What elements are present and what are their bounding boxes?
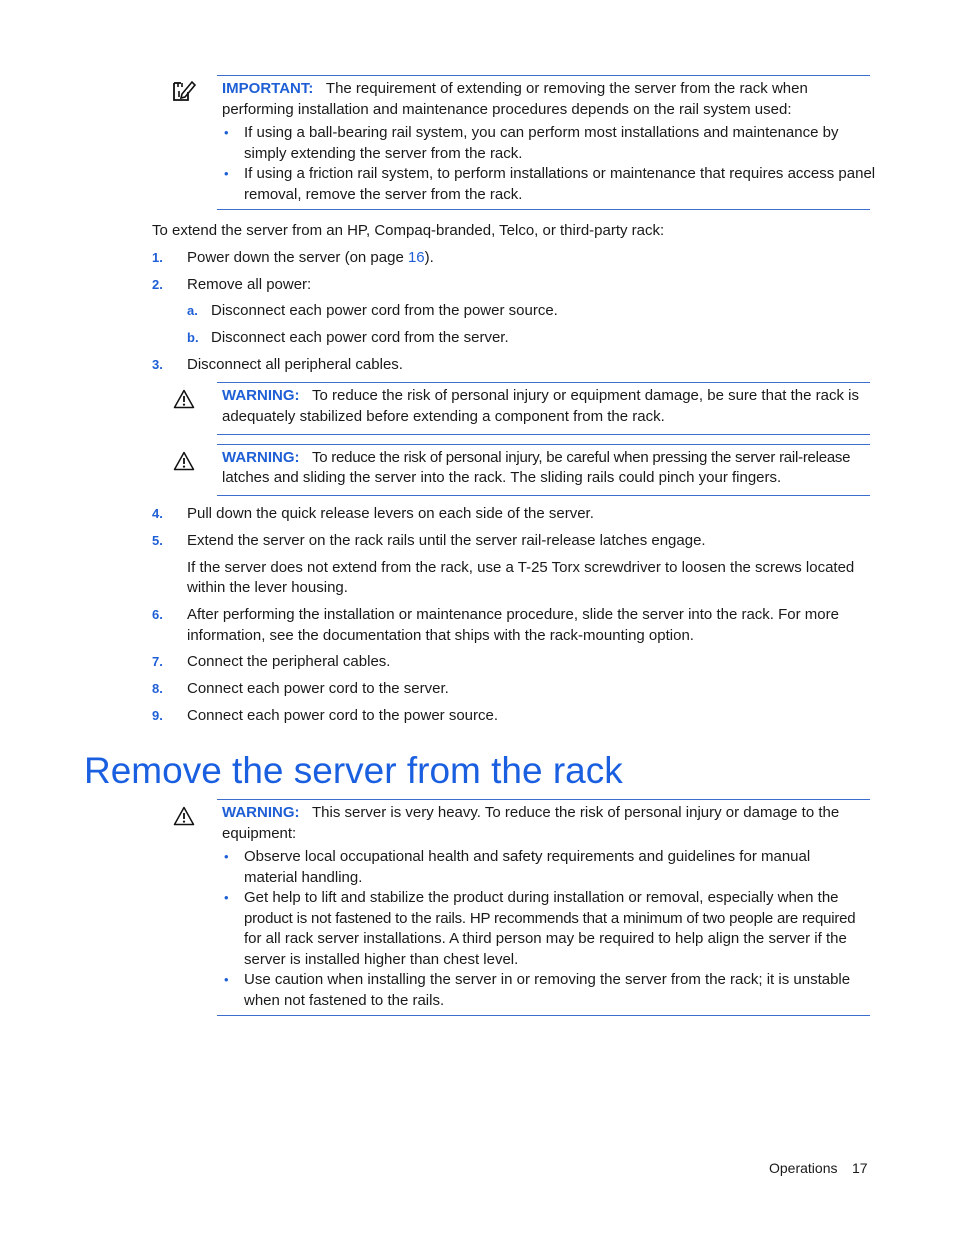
important-bullet-1-line-2: simply extending the server from the rack. [244, 145, 523, 162]
step-number: 5. [152, 533, 163, 548]
important-bullet-2-line-1: If using a friction rail system, to perform installations or maintenance that requires access panel [244, 165, 876, 182]
warning-triangle-icon [173, 389, 195, 409]
warning-1-label: WARNING: [222, 387, 300, 404]
bullet-dot: • [224, 890, 229, 905]
important-label: IMPORTANT: [222, 80, 314, 97]
important-bullet-1-line-1: If using a ball-bearing rail system, you can perform most installations and maintenance by [244, 124, 839, 141]
warning-triangle-icon [173, 806, 195, 826]
step-1-text-end: ). [424, 249, 434, 266]
bullet-dot: • [224, 972, 229, 987]
step-8: Connect each power cord to the server. [187, 680, 449, 697]
page-link[interactable]: 16 [407, 249, 425, 266]
warning-2-line-2: latches and sliding the server into the rack. The sliding rails could pinch your fingers. [222, 469, 782, 486]
step-number: 3. [152, 357, 163, 372]
warning-3-bullet-2-line-1: Get help to lift and stabilize the product during installation or removal, especially when the [244, 889, 839, 906]
step-5: Extend the server on the rack rails until the server rail-release latches engage. [187, 532, 706, 549]
bullet-dot: • [224, 125, 229, 140]
warning-1-line-2: adequately stabilized before extending a component from the rack. [222, 408, 665, 425]
section-title: Remove the server from the rack [84, 750, 623, 791]
step-5-note-line-2: within the lever housing. [187, 579, 348, 596]
important-bottom-rule [217, 209, 870, 210]
bullet-dot: • [224, 166, 229, 181]
step-2: Remove all power: [187, 276, 312, 293]
important-text-1: The requirement of extending or removing the server from the rack when [325, 80, 808, 97]
step-6-line-1: After performing the installation or maintenance procedure, slide the server into the rack. For more [187, 606, 839, 623]
warning-3-bullet-3-line-1: Use caution when installing the server in or removing the server from the rack; it is unstable [244, 971, 851, 988]
warning-triangle-icon [173, 451, 195, 471]
important-line-2: performing installation and maintenance procedures depends on the rail system used: [222, 101, 792, 118]
warning-3-text-1: This server is very heavy. To reduce the risk of personal injury or damage to the [312, 804, 840, 821]
warning-1-text-1: To reduce the risk of personal injury or equipment damage, be sure that the rack is [312, 387, 859, 404]
substep-letter: a. [187, 303, 198, 318]
step-6-line-2: information, see the documentation that ships with the rack-mounting option. [187, 627, 694, 644]
step-2b: Disconnect each power cord from the server. [211, 329, 509, 346]
important-line-1 [222, 79, 808, 99]
warning-3-line-2: equipment: [222, 825, 297, 842]
step-number: 9. [152, 708, 163, 723]
important-note-icon [171, 79, 197, 103]
intro-text: To extend the server from an HP, Compaq-branded, Telco, or third-party rack: [152, 222, 665, 239]
step-number: 6. [152, 607, 163, 622]
warning-1-bottom-rule [217, 434, 870, 435]
step-4: Pull down the quick release levers on each side of the server. [187, 505, 594, 522]
step-1-text: Power down the server (on page [187, 249, 408, 266]
step-3: Disconnect all peripheral cables. [187, 356, 403, 373]
substep-letter: b. [187, 330, 199, 345]
warning-3-bottom-rule [217, 1015, 870, 1016]
warning-1-line-1 [222, 386, 859, 406]
warning-1-top-rule [217, 382, 870, 383]
step-7: Connect the peripheral cables. [187, 653, 391, 670]
bullet-dot: • [224, 849, 229, 864]
step-number: 8. [152, 681, 163, 696]
warning-3-label: WARNING: [222, 804, 300, 821]
warning-3-bullet-1-line-1: Observe local occupational health and safety requirements and guidelines for manual [244, 848, 811, 865]
warning-2-label: WARNING: [222, 449, 300, 466]
warning-3-top-rule [217, 799, 870, 800]
step-number: 1. [152, 250, 163, 265]
step-1 [187, 248, 434, 268]
warning-2-bottom-rule [217, 495, 870, 496]
warning-3-bullet-2-line-2: product is not fastened to the rails. HP recommends that a minimum of two people are required [244, 910, 856, 927]
warning-3-bullet-3-line-2: when not fastened to the rails. [244, 992, 445, 1009]
step-number: 4. [152, 506, 163, 521]
warning-2-text-1: To reduce the risk of personal injury, be careful when pressing the server rail-release [312, 449, 851, 466]
step-number: 7. [152, 654, 163, 669]
step-2a: Disconnect each power cord from the power source. [211, 302, 558, 319]
warning-3-bullet-1-line-2: material handling. [244, 869, 363, 886]
warning-2-top-rule [217, 444, 870, 445]
important-bullet-2-line-2: removal, remove the server from the rack. [244, 186, 523, 203]
footer-page-number: 17 [852, 1160, 868, 1176]
footer-section: Operations [769, 1160, 838, 1176]
warning-3-bullet-2-line-3: for all rack server installations. A third person may be required to help align the server if the [244, 930, 847, 947]
warning-3-bullet-2-line-4: server is installed higher than chest level. [244, 951, 519, 968]
step-9: Connect each power cord to the power source. [187, 707, 499, 724]
step-number: 2. [152, 277, 163, 292]
warning-3-line-1 [222, 803, 839, 823]
important-top-rule [217, 75, 870, 76]
warning-2-line-1 [222, 448, 850, 468]
step-5-note-line-1: If the server does not extend from the rack, use a T-25 Torx screwdriver to loosen the screws located [187, 559, 855, 576]
